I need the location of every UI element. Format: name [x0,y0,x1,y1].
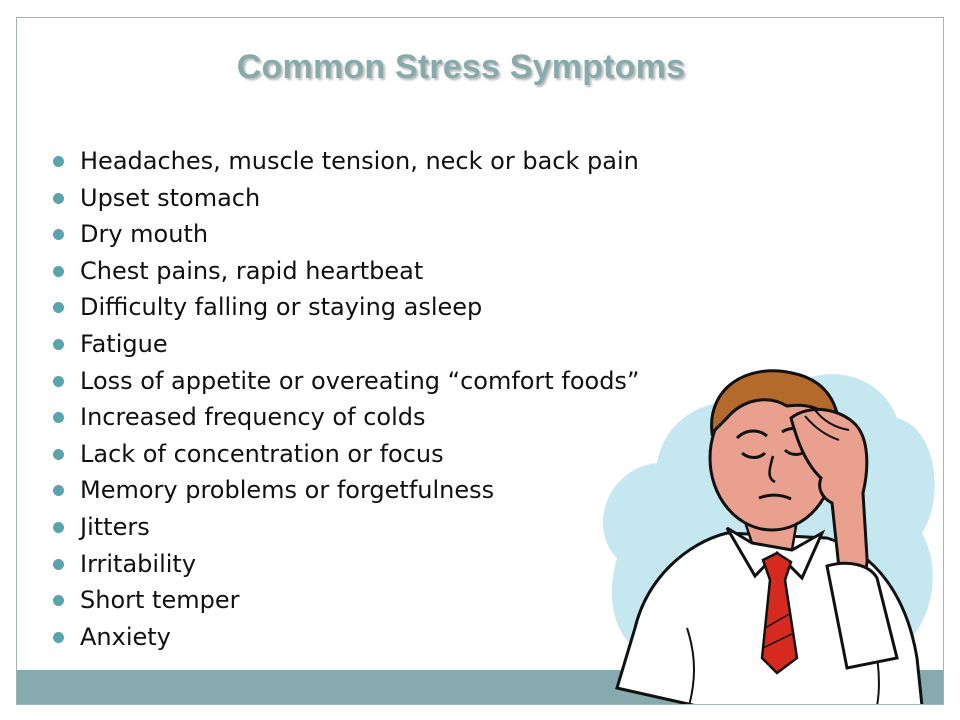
list-item [51,216,639,253]
stressed-man-clipart [577,328,944,705]
slide-title: Common Stress Symptoms [236,48,686,86]
list-item-text: Upset stomach [80,183,261,212]
list-item [51,472,639,509]
list-item [51,363,639,400]
list-item-text: Headaches, muscle tension, neck or back pain [80,147,639,175]
list-item-text: Memory problems or forgetfulness [80,476,495,505]
bullet-icon [53,229,64,240]
list-item-text: Jitters [80,512,150,541]
list-item [51,436,639,473]
bullet-icon [53,559,64,570]
list-item [51,582,639,619]
bullet-icon [53,522,64,533]
list-item [51,326,639,363]
bullet-icon [53,485,64,496]
bullet-icon [53,302,64,313]
list-item-text: Difficulty falling or staying asleep [80,293,483,322]
bullet-icon [53,266,64,277]
bullet-icon [53,339,64,350]
list-item [51,619,639,656]
list-item-text: Dry mouth [80,220,209,249]
bullet-icon [53,632,64,643]
list-item [51,289,639,326]
list-item [51,399,639,436]
bullet-icon [53,376,64,387]
list-item [51,180,639,217]
list-item-text: Fatigue [80,329,168,358]
list-item [51,546,639,583]
bullet-icon [53,156,64,167]
list-item-text: Loss of appetite or overeating “comfort foods” [80,366,640,395]
list-item-text: Irritability [80,549,197,578]
list-item-text: Lack of concentration or focus [80,439,444,468]
slide [16,17,944,705]
list-item-text: Anxiety [80,622,171,651]
list-item-text: Increased frequency of colds [80,403,426,432]
list-item-text: Short temper [80,586,240,615]
bullet-icon [53,595,64,606]
list-item [51,143,639,180]
bullet-icon [53,193,64,204]
list-item [51,509,639,546]
bullet-icon [53,412,64,423]
list-item-text: Chest pains, rapid heartbeat [80,256,424,285]
bullet-icon [53,449,64,460]
list-item [51,253,639,290]
symptom-list [51,143,639,655]
